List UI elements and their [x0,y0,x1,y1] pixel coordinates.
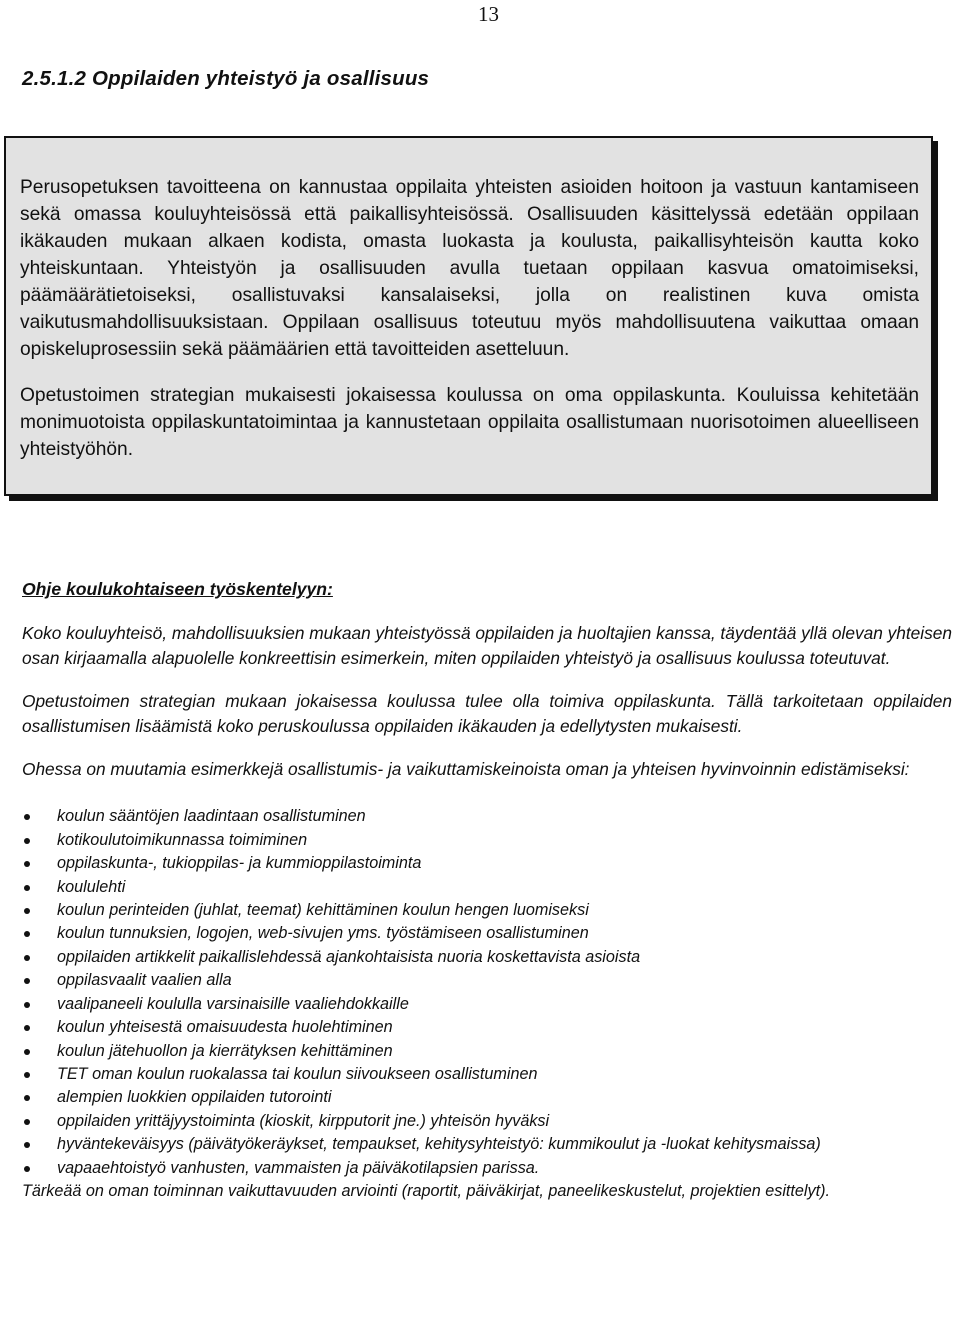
bullet-icon [24,1049,30,1055]
list-item [22,1086,952,1109]
bullet-icon [24,885,30,891]
list-item [22,1016,952,1039]
box-paragraph-1: Perusopetuksen tavoitteena on kannustaa oppilaita yhteisten asioiden hoitoon ja vastuun kantamiseen sekä omassa kouluyhteisössä että paikallisyhteisössä. Osallisuuden käsittelyssä edetään oppilaan ikäkauden mukaan alkaen kodista, omasta luokasta ja koulusta, paikallisyhteisön kautta koko yhteiskuntaan. Yhteistyön ja osallisuuden avulla tuetaan oppilaan kasvua omatoimiseksi, päämäärätietoiseksi, osallistuvaksi kansalaiseksi, jolla on realistinen kuva omista vaikutusmahdollisuuksistaan. Oppilaan osallisuus toteutuu myös mahdollisuutena vaikuttaa omaan opiskeluprosessiin sekä päämäärien että tavoitteiden asetteluun. [20,177,919,360]
list-item-text: alempien luokkien oppilaiden tutorointi [57,1088,332,1107]
list-item [22,922,952,945]
list-item [22,829,952,852]
list-item-text: koululehti [57,877,126,896]
bullet-icon [24,908,30,914]
page-number: 13 [478,2,499,26]
bullet-icon [24,1142,30,1148]
list-item [22,1063,952,1086]
bullet-icon [24,1119,30,1125]
list-item [22,1040,952,1063]
list-item [22,993,952,1016]
box-paragraph-2: Opetustoimen strategian mukaisesti jokaisessa koulussa on oma oppilaskunta. Kouluissa kehitetään monimuotoista oppilaskuntatoimintaa ja kannustetaan oppilaita osallistumaan nuorisotoimen alueelliseen yhteistyöhön. [20,385,919,460]
guide-section [22,577,952,1203]
list-item-text: koulun sääntöjen laadintaan osallistuminen [57,807,366,826]
list-item [22,805,952,828]
bullet-icon [24,1166,30,1172]
section-heading: 2.5.1.2 Oppilaiden yhteistyö ja osallisuus [22,67,430,90]
bullet-icon [24,1072,30,1078]
list-item [22,1157,952,1180]
bullet-icon [24,838,30,844]
highlight-box [4,136,933,496]
guide-final-note: Tärkeää on oman toiminnan vaikuttavuuden arviointi (raportit, päiväkirjat, paneelikeskustelut, projektien esittelyt). [22,1181,830,1200]
list-item [22,946,952,969]
list-item-text: oppilaiden artikkelit paikallislehdessä ajankohtaisista nuoria koskettavista asioista [57,947,641,966]
list-item-text: koulun yhteisestä omaisuudesta huolehtiminen [57,1018,393,1037]
bullet-icon [24,1095,30,1101]
list-item-text: TET oman koulun ruokalassa tai koulun siivoukseen osallistuminen [57,1064,538,1083]
list-item [22,1133,952,1156]
list-item-text: koulun jätehuollon ja kierrätyksen kehittäminen [57,1041,393,1060]
list-item-text: oppilaiden yrittäjyystoiminta (kioskit, kirpputorit jne.) yhteisön hyväksi [57,1111,550,1130]
bullet-icon [24,814,30,820]
list-item-text: koulun perinteiden (juhlat, teemat) kehittäminen koulun hengen luomiseksi [57,901,589,920]
bullet-icon [24,955,30,961]
examples-list [22,805,952,1180]
guide-paragraph-2: Opetustoimen strategian mukaan jokaisessa koulussa tulee olla toimiva oppilaskunta. Tällä tarkoitetaan oppilaiden osallistumisen lisäämistä koko peruskoulussa oppilaiden ikäkauden ja edellytysten mukaisesti. [22,691,952,736]
list-item [22,852,952,875]
list-item-text: oppilasvaalit vaalien alla [57,971,232,990]
list-item [22,899,952,922]
bullet-icon [24,978,30,984]
guide-heading: Ohje koulukohtaiseen työskentelyyn: [22,579,333,599]
list-item-text: vapaaehtoistyö vanhusten, vammaisten ja päiväkotilapsien parissa. [57,1158,540,1177]
list-item [22,1110,952,1133]
list-item [22,876,952,899]
guide-paragraph-3: Ohessa on muutamia esimerkkejä osallistumis- ja vaikuttamiskeinoista oman ja yhteisen hyvinvoinnin edistämiseksi: [22,759,910,780]
list-item-text: hyväntekeväisyys (päivätyökeräykset, tempaukset, kehitysyhteistyö: kummikoulut ja -luokat kehitysmaissa) [57,1135,821,1154]
guide-paragraph-1: Koko kouluyhteisö, mahdollisuuksien mukaan yhteistyössä oppilaiden ja huoltajien kanssa, täydentää yllä olevan yhteisen osan kirjaamalla alapuolelle konkreettisin esimerkein, miten oppilaiden yhteistyö ja osallisuus koulussa toteutuvat. [22,623,952,668]
list-item-text: oppilaskunta-, tukioppilas- ja kummioppilastoiminta [57,854,422,873]
list-item-text: vaalipaneeli koululla varsinaisille vaaliehdokkaille [57,994,409,1013]
list-item [22,969,952,992]
bullet-icon [24,931,30,937]
bullet-icon [24,861,30,867]
bullet-icon [24,1025,30,1031]
list-item-text: kotikoulutoimikunnassa toimiminen [57,830,308,849]
list-item-text: koulun tunnuksien, logojen, web-sivujen yms. työstämiseen osallistuminen [57,924,589,943]
bullet-icon [24,1002,30,1008]
